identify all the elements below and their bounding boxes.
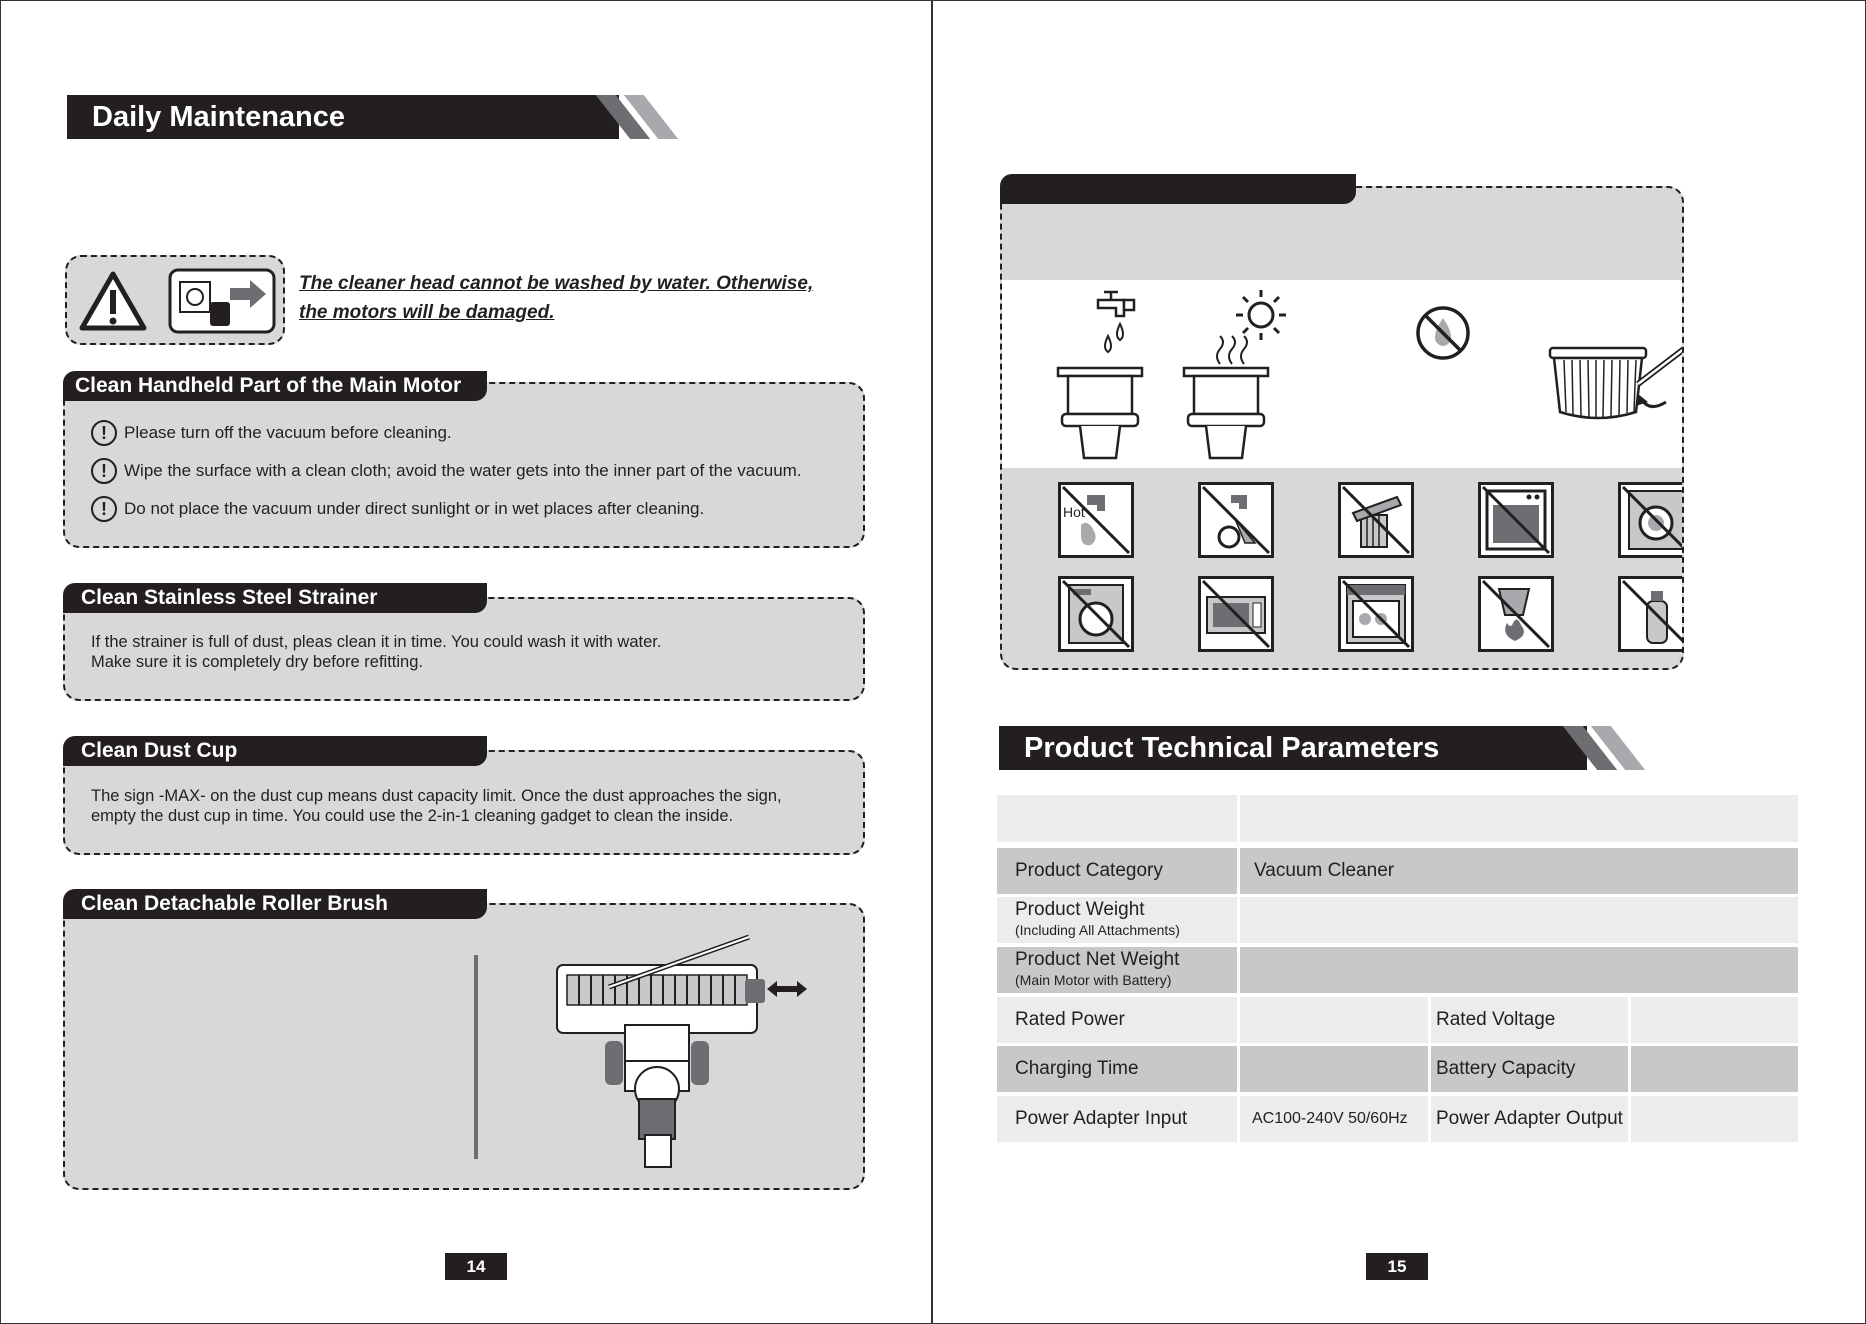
net-weight-note: (Main Motor with Battery) [1015, 972, 1172, 988]
roller-brush-illustration [549, 929, 809, 1169]
cell-value: AC100-240V 50/60Hz [1240, 1096, 1428, 1142]
no-chemical-spray-icon [1618, 576, 1684, 652]
motor-item-1 [91, 420, 452, 446]
cell-label [997, 947, 1237, 993]
roller-brush-tab: Clean Detachable Roller Brush [63, 889, 487, 919]
no-hot-water-icon [1058, 482, 1134, 558]
exclamation-icon: ! [91, 420, 117, 446]
table-header-row [997, 795, 1798, 842]
warning-box [65, 255, 285, 345]
steam-icon [1212, 334, 1252, 368]
warning-text [299, 269, 813, 327]
dust-cup-line-2: empty the dust cup in time. You could use the 2-in-1 cleaning gadget to clean the inside. [91, 807, 734, 825]
faucet-icon [1090, 286, 1150, 358]
strainer-text [91, 632, 661, 672]
motor-cleaning-tab: Clean Handheld Part of the Main Motor [63, 371, 487, 401]
hepa-filter-brush-illustration [1546, 320, 1684, 440]
exclamation-icon: ! [91, 496, 117, 522]
dust-cup-line-1: The sign -MAX- on the dust cup means dust capacity limit. Once the dust approaches the sign, [91, 787, 782, 805]
page-number: 14 [445, 1253, 507, 1280]
row-product-weight [997, 897, 1798, 943]
filter-care-panel [1000, 186, 1684, 670]
exclamation-icon: ! [91, 458, 117, 484]
motor-item-2 [91, 458, 802, 484]
cell-label-2: Rated Voltage [1431, 997, 1628, 1043]
technical-parameters-heading: Product Technical Parameters [999, 726, 1587, 770]
motor-item-3 [91, 496, 704, 522]
cell-label: Rated Power [997, 997, 1237, 1043]
motor-item-1-text: Please turn off the vacuum before cleaning. [124, 423, 452, 442]
roller-divider [474, 955, 478, 1159]
no-water-icon [1414, 304, 1472, 362]
filter-cup-1 [1056, 366, 1146, 462]
page-14 [0, 0, 932, 1324]
filter-cup-2 [1182, 366, 1272, 462]
no-washing-machine-icon [1618, 482, 1684, 558]
motor-item-3-text: Do not place the vacuum under direct sunlight or in wet places after cleaning. [124, 499, 705, 518]
cell-label: Power Adapter Input [997, 1096, 1237, 1142]
no-oven-icon [1478, 482, 1554, 558]
table-header-cell-2 [1240, 795, 1798, 842]
unplug-icon [168, 268, 276, 334]
no-washing-motor-icon [1198, 482, 1274, 558]
cell-value [1240, 947, 1798, 993]
page-15 [932, 0, 1866, 1324]
dust-cup-text [91, 786, 782, 826]
cell-label: Product Category [997, 848, 1237, 894]
row-product-category [997, 848, 1798, 894]
warning-triangle-icon [79, 271, 147, 331]
row-adapter [997, 1096, 1798, 1142]
cell-label-2: Power Adapter Output [1431, 1096, 1628, 1142]
hot-label: Hot [1063, 504, 1085, 520]
dust-cup-tab: Clean Dust Cup [63, 736, 487, 766]
motor-item-2-text: Wipe the surface with a clean cloth; avoid the water gets into the inner part of the vacuum. [124, 461, 802, 480]
cell-label-2: Battery Capacity [1431, 1046, 1628, 1092]
no-dishwasher-icon [1338, 576, 1414, 652]
daily-maintenance-heading: Daily Maintenance [67, 95, 619, 139]
cell-value-2 [1631, 1046, 1798, 1092]
table-header-cell-1 [997, 795, 1237, 842]
strainer-tab: Clean Stainless Steel Strainer [63, 583, 487, 613]
cell-value [1240, 897, 1798, 943]
row-net-weight [997, 947, 1798, 993]
cell-value [1240, 1046, 1428, 1092]
strainer-line-2: Make sure it is completely dry before refitting. [91, 653, 423, 671]
weight-label: Product Weight [1015, 899, 1145, 920]
cell-label [997, 897, 1237, 943]
cell-value-2 [1631, 1096, 1798, 1142]
warning-line-1: The cleaner head cannot be washed by water. Otherwise, [299, 273, 814, 294]
cell-label: Charging Time [997, 1046, 1237, 1092]
no-brush-scrub-icon [1338, 482, 1414, 558]
no-dryer-icon [1058, 576, 1134, 652]
row-charging-time [997, 1046, 1798, 1092]
net-weight-label: Product Net Weight [1015, 949, 1180, 970]
row-rated-power [997, 997, 1798, 1043]
page-number: 15 [1366, 1253, 1428, 1280]
warning-line-2: the motors will be damaged. [299, 302, 555, 323]
no-microwave-icon [1198, 576, 1274, 652]
cell-value: Vacuum Cleaner [1240, 848, 1798, 894]
no-fire-icon [1478, 576, 1554, 652]
cell-value [1240, 997, 1428, 1043]
weight-note: (Including All Attachments) [1015, 922, 1180, 938]
strainer-line-1: If the strainer is full of dust, pleas clean it in time. You could wash it with water. [91, 633, 662, 651]
filter-care-tab [1000, 174, 1356, 204]
cell-value-2 [1631, 997, 1798, 1043]
